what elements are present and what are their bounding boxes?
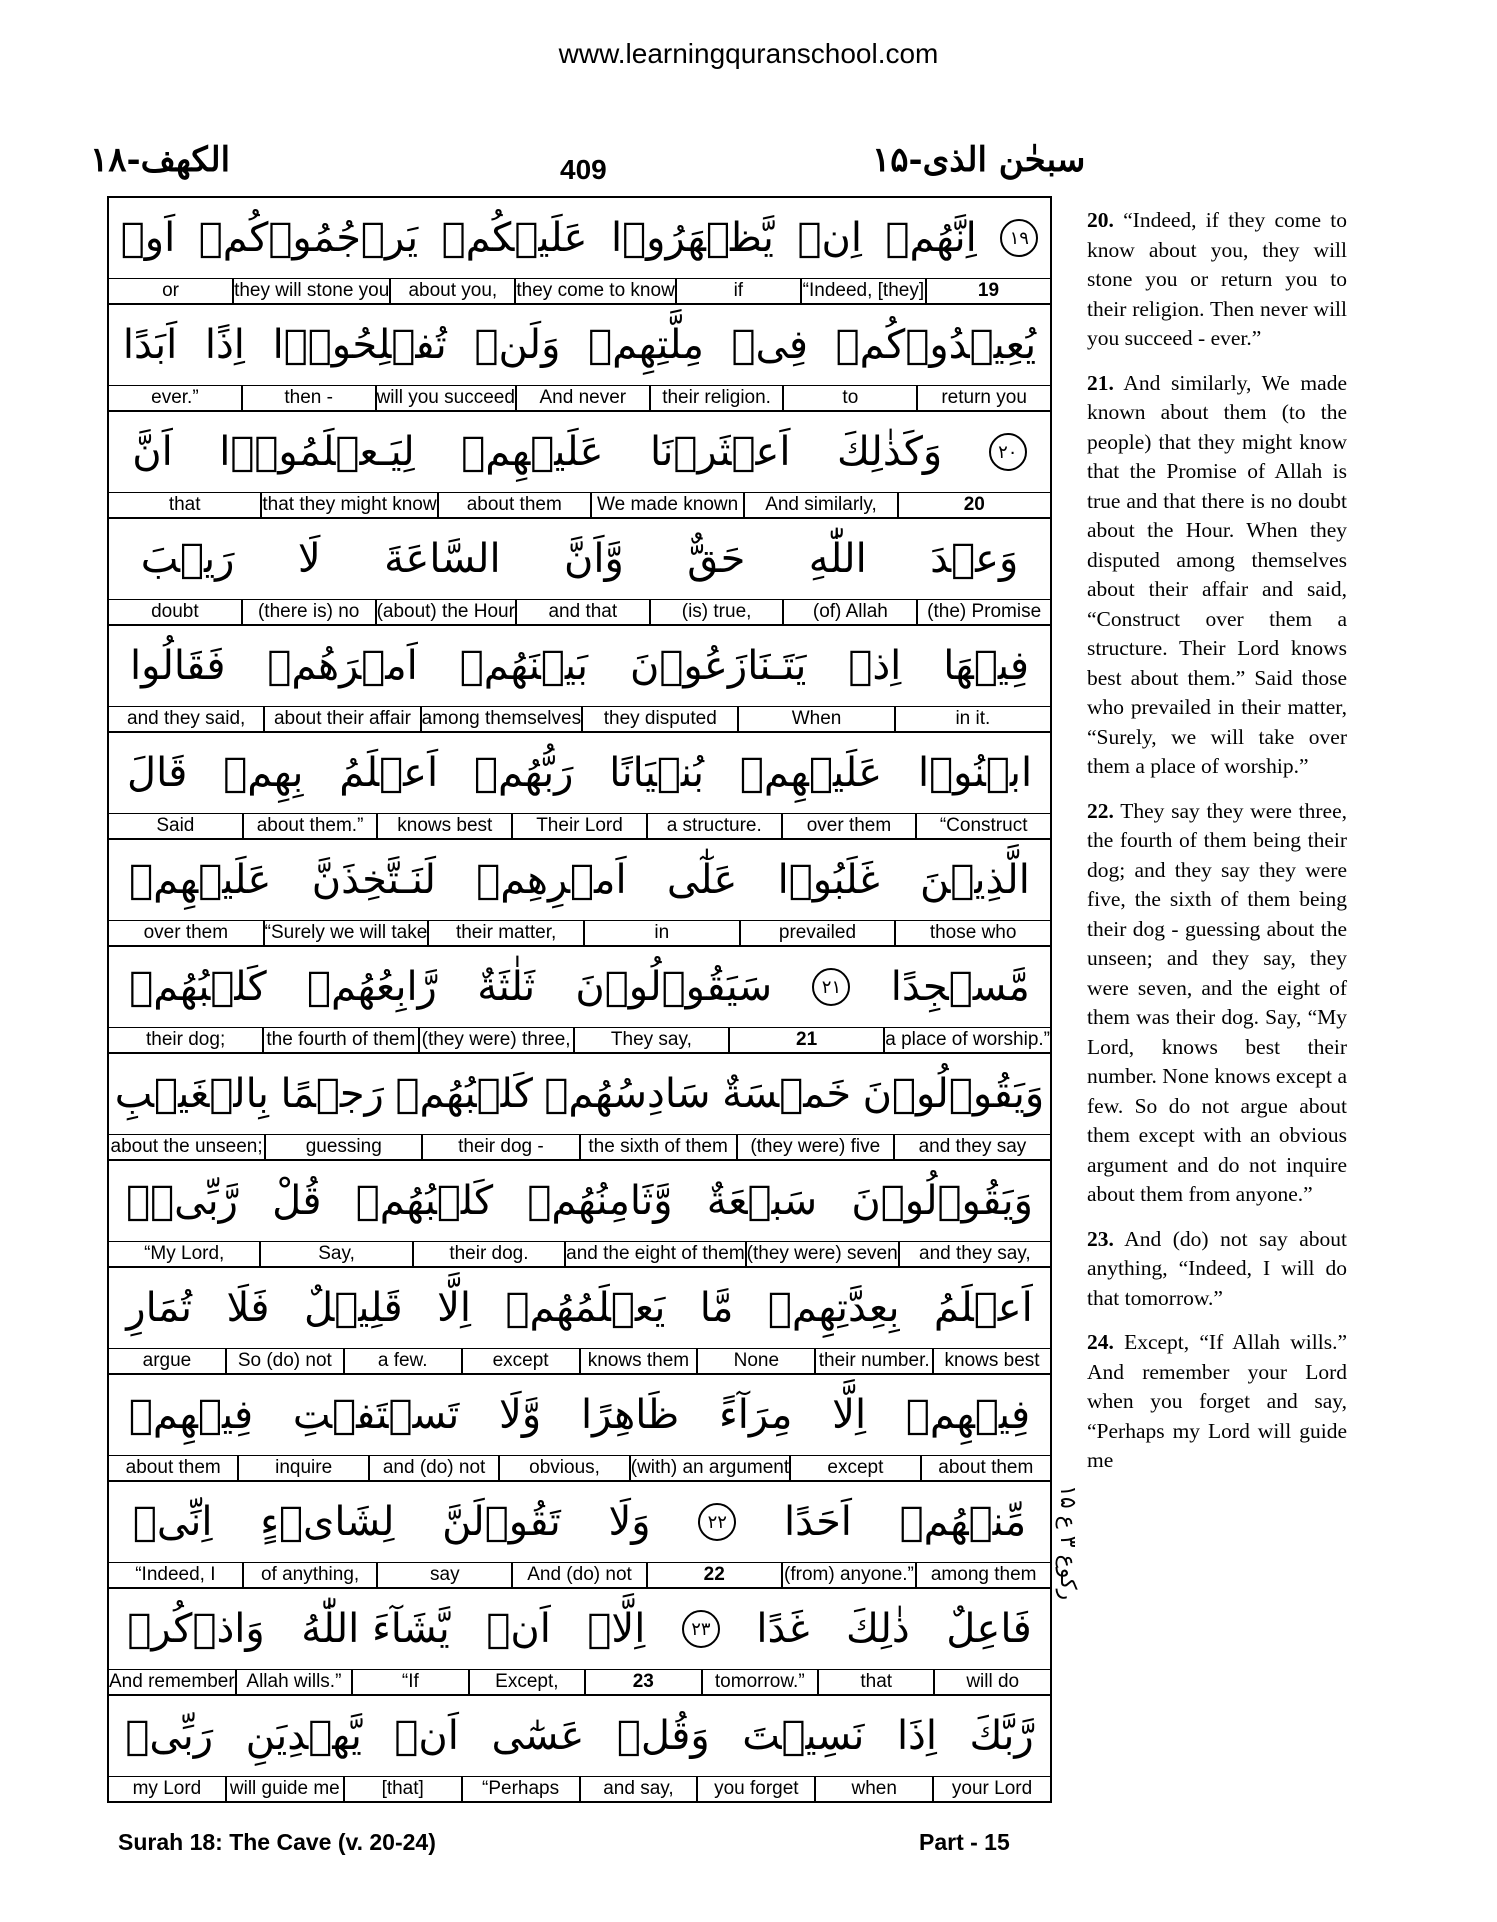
gloss-cell: (they were) three,	[418, 1028, 573, 1052]
arabic-word: بِالۡغَيۡبِ	[114, 1071, 269, 1117]
gloss-cell: except	[461, 1349, 579, 1373]
gloss-cell: “Indeed, I	[135, 1564, 216, 1585]
english-gloss-line	[109, 1241, 1050, 1266]
arabic-word: اَحَدًا	[783, 1499, 852, 1545]
gloss-cell: “Construct	[915, 814, 1050, 838]
arabic-word: رَجۡمًا	[280, 1071, 384, 1117]
arabic-word: يَّظۡهَرُوۡا	[611, 215, 774, 261]
gloss-cell: of anything,	[242, 1563, 377, 1587]
english-gloss-line	[109, 920, 1050, 945]
gloss-cell: return you	[916, 386, 1050, 410]
gloss-cell: their dog.	[412, 1242, 564, 1266]
gloss-cell: “My Lord,	[144, 1243, 225, 1264]
arabic-word: اِذًا	[204, 322, 245, 368]
gloss-cell: will guide me	[225, 1777, 343, 1801]
arabic-word: عَلٰٓى	[666, 857, 738, 903]
arabic-word: رَّابِعُهُمۡ	[306, 964, 437, 1010]
arabic-line	[109, 626, 1050, 706]
gloss-cell: And remember	[109, 1671, 235, 1692]
arabic-word: مِّنۡهُمۡ	[899, 1499, 1027, 1545]
gloss-cell: 23	[584, 1670, 700, 1694]
gloss-cell: And (do) not	[511, 1563, 646, 1587]
gloss-cell: their dog;	[146, 1029, 226, 1050]
arabic-word: رَبُّهُمۡ	[473, 750, 574, 796]
english-gloss-line	[109, 1348, 1050, 1373]
gloss-cell: will you succeed	[376, 387, 515, 408]
gloss-cell: (they were) seven	[746, 1243, 898, 1264]
arabic-line	[109, 1054, 1050, 1134]
arabic-word: حَقٌّ	[687, 536, 746, 582]
arabic-word: مِلَّتِهِمۡ	[588, 322, 704, 368]
gloss-cell: [that]	[343, 1777, 461, 1801]
gloss-cell: and they say,	[898, 1242, 1050, 1266]
verse-translation: They say they were three, the fourth of them being their dog; and they say they were five, the sixth of them being their dog - guessing about the unseen; and they say, they were seven, and the eight of them was their dog. Say, “My Lord, knows best their number. None knows except a few. So do not argue about them except with an obvious argument and do not inquire about them from anyone.”	[1087, 798, 1347, 1206]
arabic-word: فِىۡ	[731, 322, 809, 368]
gloss-cell: ever.”	[151, 387, 199, 408]
gloss-cell: those who	[894, 921, 1050, 945]
gloss-cell: in	[583, 921, 739, 945]
arabic-word: بُنۡيَانًا	[609, 750, 705, 796]
arabic-line	[109, 412, 1050, 492]
gloss-cell: about you,	[389, 279, 514, 303]
arabic-word: السَّاعَةَ	[384, 536, 501, 582]
arabic-word: رَّبَّكَ	[969, 1713, 1034, 1759]
verse-row	[109, 840, 1050, 947]
arabic-word: مِرَآءً	[719, 1392, 793, 1438]
gloss-cell: 21	[728, 1028, 883, 1052]
gloss-cell: a few.	[343, 1349, 461, 1373]
arabic-word: بِعِدَّتِهِمۡ	[767, 1285, 900, 1331]
verse-row	[109, 1161, 1050, 1268]
gloss-cell: their religion.	[649, 386, 783, 410]
gloss-cell: and say,	[579, 1777, 697, 1801]
arabic-word: رَيۡبَ	[140, 536, 235, 582]
verse-row	[109, 1268, 1050, 1375]
arabic-word: فَاعِلٌ	[946, 1606, 1032, 1652]
arabic-word: مَّا	[699, 1285, 734, 1331]
gloss-cell: obvious,	[498, 1456, 628, 1480]
arabic-word: وَلَا	[608, 1499, 651, 1545]
gloss-cell: (there is) no	[241, 600, 375, 624]
gloss-cell: (from) anyone.”	[781, 1563, 916, 1587]
verse-translation: And similarly, We made known about them (to the people) that they might know that the Promise of Allah is true and that there is no doubt about the Hour. When they disputed among themselves about their affair and said, “Construct over them a structure. Their Lord knows best about them.” Said those who prevailed in their matter, “Surely, we will take over them a place of worship.”	[1087, 370, 1347, 778]
gloss-cell: knows best	[376, 814, 511, 838]
arabic-word: اَعۡثَرۡنَا	[650, 429, 791, 475]
arabic-word: ظَاهِرًا	[580, 1392, 680, 1438]
verse-translation: And (do) not say about anything, “Indeed, I will do that tomorrow.”	[1087, 1226, 1347, 1310]
gloss-cell: Except,	[468, 1670, 584, 1694]
arabic-word: يَعۡلَمُهُمۡ	[505, 1285, 666, 1331]
arabic-word: اِلَّاۤ	[587, 1606, 646, 1652]
english-gloss-line	[109, 1027, 1050, 1052]
commentary-verse	[1087, 797, 1347, 1210]
arabic-word: وَاذۡكُرۡ	[127, 1606, 265, 1652]
gloss-cell: and they said,	[127, 708, 246, 729]
arabic-word: وَيَقُوۡلُوۡنَ	[851, 1178, 1033, 1224]
verse-row	[109, 1589, 1050, 1696]
ayah-number-mark: ٢٢	[698, 1503, 736, 1541]
verse-row	[109, 1054, 1050, 1161]
gloss-cell: (with) an argument	[630, 1457, 790, 1478]
arabic-word: سَادِسُهُمۡ	[544, 1071, 711, 1117]
gloss-cell: “Perhaps	[461, 1777, 579, 1801]
arabic-word: خَمۡسَةٌ	[722, 1071, 852, 1117]
gloss-cell: about their affair	[263, 707, 419, 731]
gloss-cell: the sixth of them	[579, 1135, 736, 1159]
arabic-word: اَمۡرَهُمۡ	[267, 643, 418, 689]
commentary-verse	[1087, 369, 1347, 782]
gloss-cell: about the unseen;	[110, 1136, 263, 1157]
gloss-cell: (about) the Hour	[376, 601, 515, 622]
arabic-line	[109, 1375, 1050, 1455]
arabic-line	[109, 1268, 1050, 1348]
arabic-word: اَبَدًا	[122, 322, 178, 368]
gloss-cell: the fourth of them	[262, 1028, 417, 1052]
gloss-cell: and they say	[893, 1135, 1050, 1159]
english-gloss-line	[109, 813, 1050, 838]
gloss-cell: their number.	[814, 1349, 932, 1373]
gloss-cell: (is) true,	[649, 600, 783, 624]
arabic-word: تَسۡتَفۡتِ	[292, 1392, 460, 1438]
gloss-cell: And similarly,	[743, 493, 896, 517]
arabic-word: قُلْ	[272, 1178, 322, 1224]
verse-row	[109, 1375, 1050, 1482]
verse-row	[109, 626, 1050, 733]
arabic-word: ذٰلِكَ	[846, 1606, 910, 1652]
gloss-cell: will do	[933, 1670, 1049, 1694]
gloss-cell: in it.	[894, 707, 1050, 731]
arabic-word: اِذۡ	[848, 643, 902, 689]
arabic-word: وَيَقُوۡلُوۡنَ	[862, 1071, 1045, 1117]
verse-translation: Except, “If Allah wills.” And remember your Lord when you forget and say, “Perhaps my Lord will guide me	[1087, 1330, 1347, 1472]
arabic-word: لَا	[297, 536, 321, 582]
verse-translation: “Indeed, if they come to know about you, they will stone you or return you to their religion. Then never will you succeed - ever.”	[1087, 208, 1347, 350]
commentary-verse	[1087, 1328, 1347, 1476]
gloss-cell: your Lord	[932, 1777, 1050, 1801]
part-header: سبحٰن الذی-۱۵	[872, 140, 1086, 180]
arabic-word: فَقَالُوا	[129, 643, 226, 689]
arabic-word: اَمۡرِهِمۡ	[476, 857, 627, 903]
arabic-word: اَعۡلَمُ	[339, 750, 439, 796]
arabic-word: يَتَـنَازَعُوۡنَ	[629, 643, 807, 689]
verse-number: 23.	[1087, 1226, 1114, 1251]
gloss-cell: about them	[125, 1457, 221, 1478]
gloss-cell: guessing	[264, 1135, 421, 1159]
gloss-cell: argue	[142, 1350, 192, 1371]
arabic-word: عَلَيۡهِمۡ	[129, 857, 272, 903]
gloss-cell: their dog -	[421, 1135, 578, 1159]
gloss-cell: They say,	[573, 1028, 728, 1052]
arabic-word: اِنۡ	[797, 215, 862, 261]
arabic-word: سَبۡعَةٌ	[706, 1178, 818, 1224]
arabic-word: وَقُلۡ	[616, 1713, 710, 1759]
arabic-line	[109, 305, 1050, 385]
arabic-word: اَنۡ	[486, 1606, 551, 1652]
verse-row	[109, 1696, 1050, 1801]
gloss-cell: that	[168, 494, 201, 515]
verse-row	[109, 305, 1050, 412]
gloss-cell: doubt	[151, 601, 199, 622]
gloss-cell: and that	[515, 600, 649, 624]
arabic-line	[109, 1589, 1050, 1669]
verse-row	[109, 1482, 1050, 1589]
gloss-cell: over them	[781, 814, 916, 838]
commentary-verse	[1087, 1225, 1347, 1314]
gloss-cell: except	[789, 1456, 919, 1480]
gloss-cell: among them	[915, 1563, 1050, 1587]
arabic-word: وَّاَنَّ	[563, 536, 624, 582]
gloss-cell: about them.”	[242, 814, 377, 838]
arabic-line	[109, 947, 1050, 1027]
arabic-word: عَلَيۡهِمۡ	[461, 429, 604, 475]
arabic-word: فِيۡهِمۡ	[905, 1392, 1031, 1438]
gloss-cell: and (do) not	[368, 1456, 498, 1480]
arabic-word: فِيۡهِمۡ	[128, 1392, 254, 1438]
english-gloss-line	[109, 1134, 1050, 1159]
arabic-word: كَلۡبُهُمۡ	[129, 964, 267, 1010]
english-gloss-line	[109, 1455, 1050, 1480]
arabic-word: ابۡنُوۡا	[917, 750, 1033, 796]
verse-row	[109, 519, 1050, 626]
gloss-cell: When	[737, 707, 893, 731]
gloss-cell: that they might know	[262, 494, 437, 515]
arabic-word: اَنَّ	[132, 429, 173, 475]
arabic-word: اَوۡ	[120, 215, 176, 261]
arabic-word: كَلۡبُهُمۡ	[355, 1178, 494, 1224]
footer-part: Part - 15	[919, 1829, 1010, 1855]
gloss-cell: “Indeed, [they]	[800, 279, 925, 303]
arabic-word: وَكَذٰلِكَ	[836, 429, 943, 475]
ayah-number-mark: ٢١	[812, 968, 850, 1006]
arabic-word: يُعِيۡدُوۡكُمۡ	[835, 322, 1037, 368]
footer-surah: Surah 18: The Cave (v. 20-24)	[118, 1829, 436, 1855]
gloss-cell: None	[696, 1349, 814, 1373]
arabic-word: تُمَارِ	[126, 1285, 193, 1331]
site-url: www.learningquranschool.com	[558, 38, 939, 69]
gloss-cell: and the eight of them	[566, 1243, 745, 1264]
arabic-word: فِيۡهَا	[943, 643, 1030, 689]
arabic-word: اِنَّهُمۡ	[885, 215, 977, 261]
arabic-line	[109, 733, 1050, 813]
gloss-cell: inquire	[237, 1456, 367, 1480]
arabic-word: عَلَيۡهِمۡ	[739, 750, 883, 796]
ayah-number-mark: ٢٣	[682, 1610, 720, 1648]
english-gloss-line	[109, 706, 1050, 731]
arabic-word: يَّشَآءَ اللّٰهُ	[301, 1606, 450, 1652]
verse-row	[109, 198, 1050, 305]
arabic-word: لَنَـتَّخِذَنَّ	[311, 857, 436, 903]
gloss-cell: Said	[156, 815, 195, 836]
verse-number: 22.	[1087, 798, 1114, 823]
gloss-cell: or	[162, 280, 179, 301]
gloss-cell: “If	[351, 1670, 467, 1694]
english-gloss-line	[109, 385, 1050, 410]
word-by-word-grid	[107, 196, 1052, 1803]
arabic-word: تُفۡلِحُوۡۤا	[272, 322, 447, 368]
verse-number: 20.	[1087, 208, 1114, 232]
arabic-word: ثَلٰثَةٌ	[477, 964, 536, 1010]
ayah-number-mark: ١٩	[1000, 219, 1038, 257]
arabic-word: لِشَاىۡءٍ	[260, 1499, 395, 1545]
arabic-word: وَعۡدَ	[930, 536, 1019, 582]
arabic-word: غَدًا	[756, 1606, 810, 1652]
gloss-cell: say	[376, 1563, 511, 1587]
ruku-marker: رکوع ۳ ع ۱۵	[1055, 1485, 1080, 1601]
surah-header: الکهف-۱۸	[90, 140, 231, 180]
arabic-word: عَسٰٓى	[491, 1713, 585, 1759]
arabic-word: الَّذِيۡنَ	[919, 857, 1030, 903]
arabic-word: غَلَبُوۡا	[777, 857, 880, 903]
gloss-cell: my Lord	[132, 1778, 202, 1799]
english-gloss-line	[109, 1776, 1050, 1801]
arabic-line	[109, 198, 1050, 278]
commentary-verse	[1087, 206, 1347, 354]
arabic-word: قَلِيۡلٌ	[303, 1285, 403, 1331]
verse-row	[109, 412, 1050, 519]
gloss-cell: tomorrow.”	[701, 1670, 817, 1694]
gloss-cell: Their Lord	[511, 814, 646, 838]
gloss-cell: (the) Promise	[916, 600, 1050, 624]
arabic-line	[109, 1161, 1050, 1241]
gloss-cell: their matter,	[427, 921, 583, 945]
arabic-word: نَسِيۡتَ	[742, 1713, 865, 1759]
gloss-cell: Allah wills.”	[235, 1670, 351, 1694]
arabic-word: قَالَ	[127, 750, 188, 796]
arabic-word: كَلۡبُهُمۡ	[395, 1071, 533, 1117]
arabic-word: وَّثَامِنُهُمۡ	[527, 1178, 673, 1224]
gloss-cell: knows best	[932, 1349, 1050, 1373]
gloss-cell: a place of worship.”	[885, 1029, 1050, 1050]
arabic-word: لِيَـعۡلَمُوۡۤا	[219, 429, 415, 475]
gloss-cell: We made known	[590, 493, 743, 517]
gloss-cell: 22	[646, 1563, 781, 1587]
verse-number: 21.	[1087, 370, 1114, 395]
gloss-cell: 19	[925, 279, 1050, 303]
arabic-word: اللّٰهِ	[808, 536, 867, 582]
english-gloss-line	[109, 278, 1050, 303]
gloss-cell: they disputed	[581, 707, 737, 731]
gloss-cell: to	[782, 386, 916, 410]
arabic-word: مَّسۡجِدًا	[890, 964, 1030, 1010]
page-number: 409	[560, 154, 607, 185]
translation-commentary	[1087, 206, 1347, 1491]
gloss-cell: a structure.	[646, 814, 781, 838]
english-gloss-line	[109, 492, 1050, 517]
gloss-cell: then -	[241, 386, 375, 410]
gloss-cell: Say,	[259, 1242, 411, 1266]
arabic-line	[109, 519, 1050, 599]
arabic-word: يَرۡجُمُوۡكُمۡ	[198, 215, 419, 261]
gloss-cell: about them	[437, 493, 590, 517]
arabic-word: اِلَّا	[437, 1285, 472, 1331]
gloss-cell: (of) Allah	[782, 600, 916, 624]
arabic-word: سَيَقُوۡلُوۡنَ	[575, 964, 773, 1010]
english-gloss-line	[109, 1562, 1050, 1587]
arabic-line	[109, 1482, 1050, 1562]
gloss-cell: “Surely we will take	[264, 922, 428, 943]
gloss-cell: prevailed	[739, 921, 895, 945]
arabic-word: رَّبِّىۡۤ	[126, 1178, 238, 1224]
gloss-cell: 20	[897, 493, 1050, 517]
gloss-cell: that	[817, 1670, 933, 1694]
english-gloss-line	[109, 599, 1050, 624]
ayah-number-mark: ٢٠	[989, 433, 1027, 471]
gloss-cell: they come to know	[516, 280, 675, 301]
arabic-word: عَلَيۡكُمۡ	[441, 215, 588, 261]
arabic-word: بَيۡنَهُمۡ	[459, 643, 589, 689]
gloss-cell: So (do) not	[225, 1349, 343, 1373]
gloss-cell: knows them	[579, 1349, 697, 1373]
arabic-word: اِنِّىۡ	[132, 1499, 213, 1545]
gloss-cell: (they were) five	[736, 1135, 893, 1159]
arabic-word: اِذَا	[896, 1713, 937, 1759]
arabic-word: بِهِمۡ	[223, 750, 304, 796]
verse-row	[109, 733, 1050, 840]
gloss-cell: about them	[920, 1456, 1050, 1480]
arabic-word: تَقُوۡلَنَّ	[442, 1499, 561, 1545]
arabic-word: رَبِّىۡ	[125, 1713, 214, 1759]
arabic-line	[109, 1696, 1050, 1776]
gloss-cell: if	[675, 279, 800, 303]
arabic-line	[109, 840, 1050, 920]
gloss-cell: when	[814, 1777, 932, 1801]
arabic-word: فَلَا	[226, 1285, 270, 1331]
english-gloss-line	[109, 1669, 1050, 1694]
arabic-word: يَّهۡدِيَنِ	[245, 1713, 362, 1759]
arabic-word: اَنۡ	[394, 1713, 459, 1759]
gloss-cell: among themselves	[421, 708, 582, 729]
gloss-cell: they will stone you	[234, 280, 390, 301]
verse-row	[109, 947, 1050, 1054]
arabic-word: وَّلَا	[499, 1392, 542, 1438]
gloss-cell: over them	[143, 922, 229, 943]
arabic-word: اِلَّا	[832, 1392, 867, 1438]
gloss-cell: And never	[515, 386, 649, 410]
verse-number: 24.	[1087, 1330, 1114, 1354]
arabic-word: اَعۡلَمُ	[933, 1285, 1033, 1331]
gloss-cell: you forget	[696, 1777, 814, 1801]
arabic-word: وَلَنۡ	[474, 322, 561, 368]
